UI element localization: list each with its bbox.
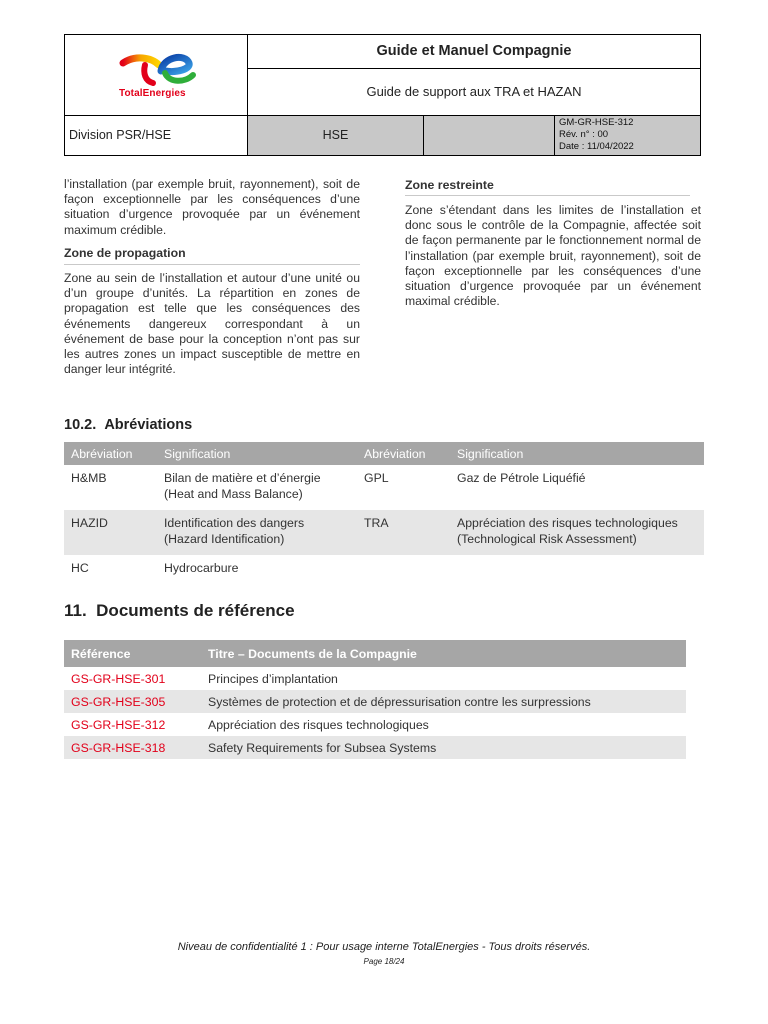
- column-header: Abréviation: [64, 442, 157, 465]
- document-subtitle: Guide de support aux TRA et HAZAN: [248, 69, 700, 116]
- meaning-cell: [157, 465, 357, 510]
- blank-cell: [424, 116, 555, 155]
- zone-propagation-text: Zone au sein de l’installation et autour d’une unité ou d’un groupe d’unités. La répartition en zones de propagation est telle que les conséquences des événements dangereux correspondant à un événement de base pour la conception n’ont pas sur les autres zones un impact susceptible de mettre en danger leur intégrité.: [64, 271, 360, 377]
- continuation-paragraph: l’installation (par exemple bruit, rayonnement), soit de façon exceptionnelle par les conséquences d’une situation d’urgence provoquée par un événement maximum crédible.: [64, 177, 360, 237]
- table-row: [64, 465, 704, 510]
- meaning-line: (Hazard Identification): [164, 531, 285, 546]
- column-header: Titre – Documents de la Compagnie: [201, 640, 686, 667]
- meaning-line: (Technological Risk Assessment): [457, 531, 637, 546]
- table-row: [64, 690, 686, 713]
- table-row: [64, 555, 704, 586]
- zone-propagation-heading: Zone de propagation: [64, 246, 186, 260]
- department-label: HSE: [248, 116, 424, 155]
- meaning-cell: Hydrocarbure: [164, 561, 239, 575]
- references-table: [64, 640, 686, 759]
- meaning-cell: [157, 510, 357, 555]
- table-row: [64, 713, 686, 736]
- left-column: [64, 177, 360, 238]
- column-header: Signification: [157, 442, 357, 465]
- zone-restreinte-text: Zone s’étendant dans les limites de l’installation et donc sous le contrôle de la Compagnie, affectée soit de façon permanente par le fonctionnement normal de l’installation (par exemple bruit, rayonnement), soit de façon exceptionnelle par les conséquences d’une situation d’urgence provoquée par un événement maximal crédible.: [405, 203, 701, 309]
- reference-title: Systèmes de protection et de dépressurisation contre les surpressions: [201, 690, 686, 713]
- page-number: Page 18/24: [363, 957, 405, 966]
- document-title: Guide et Manuel Compagnie: [248, 35, 700, 69]
- doc-date: Date : 11/04/2022: [559, 141, 634, 152]
- section-number: 11.: [64, 601, 87, 620]
- abbr-cell: [357, 555, 450, 586]
- doc-reference: GM-GR-HSE-312: [559, 117, 634, 128]
- table-row: [64, 736, 686, 759]
- divider: [405, 195, 690, 196]
- table-header-row: [64, 442, 704, 465]
- totalenergies-logo-icon: [115, 49, 205, 89]
- section-title: Documents de référence: [96, 601, 295, 620]
- divider: [64, 264, 360, 265]
- confidentiality-footer: Niveau de confidentialité 1 : Pour usage interne TotalEnergies - Tous droits réservés.: [177, 941, 591, 953]
- abbr-cell: HAZID: [64, 510, 157, 555]
- meaning-cell: [450, 510, 704, 555]
- meaning-line: Appréciation des risques technologiques: [457, 516, 678, 530]
- abbr-cell: TRA: [357, 510, 450, 555]
- reference-title: Appréciation des risques technologiques: [208, 717, 429, 732]
- document-meta: [555, 116, 700, 155]
- reference-title: Safety Requirements for Subsea Systems: [201, 736, 686, 759]
- column-header: Signification: [450, 442, 704, 465]
- division-label: Division PSR/HSE: [65, 116, 248, 155]
- meaning-line: (Heat and Mass Balance): [164, 486, 303, 501]
- abbreviations-table: [64, 442, 704, 586]
- meaning-line: Gaz de Pétrole Liquéfié: [457, 471, 586, 485]
- abbr-cell: HC: [71, 561, 89, 575]
- column-header: Abréviation: [357, 442, 450, 465]
- reference-link[interactable]: GS-GR-HSE-305: [64, 690, 201, 713]
- column-header: Référence: [64, 640, 201, 667]
- document-header-table: [64, 34, 701, 156]
- meaning-line: Identification des dangers: [164, 516, 305, 530]
- table-row: [64, 667, 686, 690]
- section-heading-references: [64, 601, 295, 621]
- logo-wordmark: TotalEnergies: [119, 88, 186, 99]
- reference-link[interactable]: GS-GR-HSE-318: [64, 736, 201, 759]
- abbr-cell: H&MB: [71, 471, 107, 485]
- section-heading-abbreviations: [64, 417, 192, 433]
- meaning-cell: [450, 555, 704, 586]
- table-header-row: [64, 640, 686, 667]
- reference-link[interactable]: GS-GR-HSE-301: [71, 671, 166, 686]
- reference-title: Principes d’implantation: [208, 671, 338, 686]
- meaning-cell: [450, 465, 704, 510]
- section-title: Abréviations: [104, 417, 193, 433]
- section-number: 10.2.: [64, 417, 97, 433]
- zone-propagation-block: [64, 271, 360, 377]
- table-row: [64, 510, 704, 555]
- doc-revision: Rév. n° : 00: [559, 129, 609, 140]
- meaning-line: Bilan de matière et d’énergie: [164, 471, 321, 485]
- zone-restreinte-block: [405, 203, 701, 309]
- logo-cell: [65, 35, 248, 116]
- reference-link[interactable]: GS-GR-HSE-312: [71, 717, 166, 732]
- abbr-cell: GPL: [364, 471, 389, 485]
- zone-restreinte-heading: Zone restreinte: [405, 178, 494, 192]
